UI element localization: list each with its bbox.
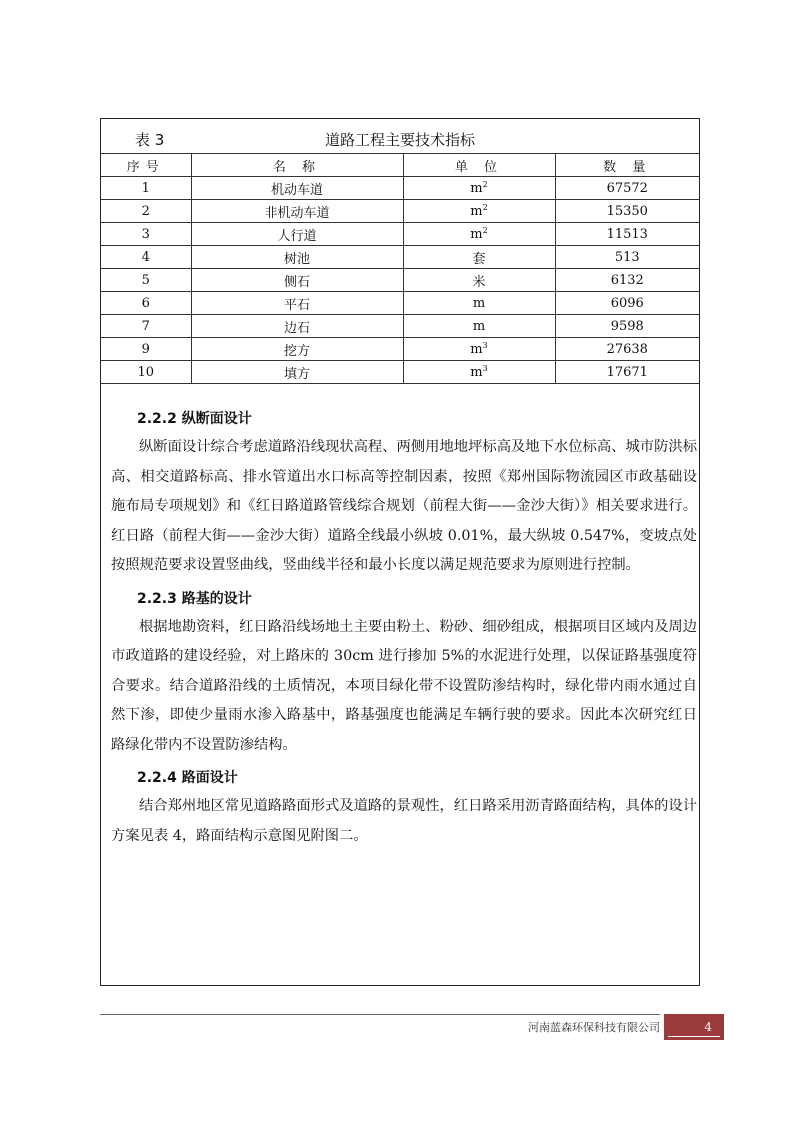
col-header-no: 序号 (101, 154, 191, 177)
cell-unit (403, 292, 555, 315)
cell-unit (403, 200, 555, 223)
cell-qty: 6096 (555, 292, 699, 315)
cell-unit (403, 246, 555, 269)
unit-base: 米 (472, 274, 486, 290)
cell-no: 1 (101, 177, 191, 200)
cell-qty: 9598 (555, 315, 699, 338)
cell-name: 树池 (191, 246, 403, 269)
col-header-unit: 单 位 (403, 154, 555, 177)
cell-qty: 27638 (555, 338, 699, 361)
table-header-row (101, 154, 699, 177)
heading-number: 2.2.2 (137, 411, 177, 427)
cell-name: 侧石 (191, 269, 403, 292)
cell-name: 人行道 (191, 223, 403, 246)
section-paragraph-2-2-2: 纵断面设计综合考虑道路沿线现状高程、两侧用地地坪标高及地下水位标高、城市防洪标高、相交道路标高、排水管道出水口标高等控制因素，按照《郑州国际物流园区市政基础设施布局专项规划》和《红日路道路管线综合规划（前程大街——金沙大街）》相关要求进行。红日路（前程大街——金沙大街）道路全线最小纵坡 0.01%，最大纵坡 0.547%，变坡点处按照规范要求设置竖曲线，竖曲线半径和最小长度以满足规范要求为原则进行控制。 (111, 439, 697, 573)
cell-no: 7 (101, 315, 191, 338)
cell-no: 3 (101, 223, 191, 246)
cell-no: 2 (101, 200, 191, 223)
section-paragraph-2-2-4: 结合郑州地区常见道路路面形式及道路的景观性，红日路采用沥青路面结构，具体的设计方案见表 4，路面结构示意图见附图二。 (111, 798, 697, 844)
unit-base: m (470, 226, 483, 242)
unit-base: m (470, 203, 483, 219)
unit-base: m (470, 180, 483, 196)
tech-index-table (101, 153, 699, 384)
unit-base: m (472, 318, 486, 334)
heading-text: 纵断面设计 (181, 411, 252, 427)
unit-exponent: 2 (482, 179, 488, 189)
section-heading-2-2-4 (137, 764, 697, 792)
table-row (101, 200, 699, 223)
cell-qty: 6132 (555, 269, 699, 292)
cell-qty: 67572 (555, 177, 699, 200)
unit-base: m (472, 295, 486, 311)
page-number-badge (664, 1014, 724, 1040)
table-caption (101, 125, 699, 153)
page-number: 4 (704, 1020, 712, 1034)
cell-no: 4 (101, 246, 191, 269)
cell-unit (403, 223, 555, 246)
cell-unit (403, 177, 555, 200)
cell-name: 非机动车道 (191, 200, 403, 223)
cell-unit (403, 269, 555, 292)
cell-name: 机动车道 (191, 177, 403, 200)
col-header-qty: 数 量 (555, 154, 699, 177)
heading-text: 路基的设计 (181, 590, 252, 607)
unit-exponent: 3 (482, 340, 488, 350)
cell-unit (403, 361, 555, 384)
cell-no: 10 (101, 361, 191, 384)
heading-number: 2.2.4 (137, 770, 177, 786)
cell-qty: 11513 (555, 223, 699, 246)
table-row (101, 361, 699, 384)
table-row (101, 269, 699, 292)
table-row (101, 246, 699, 269)
footer-rule (100, 1014, 660, 1015)
cell-no: 6 (101, 292, 191, 315)
cell-qty: 17671 (555, 361, 699, 384)
table-row (101, 223, 699, 246)
unit-base: m (470, 341, 483, 357)
unit-base: 套 (472, 251, 486, 267)
cell-name: 边石 (191, 315, 403, 338)
table-row (101, 292, 699, 315)
cell-qty: 15350 (555, 200, 699, 223)
cell-unit (403, 338, 555, 361)
cell-name: 挖方 (191, 338, 403, 361)
section-paragraph-2-2-3: 根据地勘资料，红日路沿线场地土主要由粉土、粉砂、细砂组成，根据项目区域内及周边市政道路的建设经验，对上路床的 30cm 进行掺加 5%的水泥进行处理，以保证路基强度符合要求。结合道路沿线的土质情况，本项目绿化带不设置防渗结构时，绿化带内雨水通过自然下渗，即使少量雨水渗入路基中，路基强度也能满足车辆行驶的要求。因此本次研究红日路绿化带内不设置防渗结构。 (111, 618, 697, 753)
unit-exponent: 2 (482, 202, 488, 212)
cell-no: 5 (101, 269, 191, 292)
section-heading-2-2-2 (137, 405, 697, 433)
table-body (101, 177, 699, 384)
cell-no: 9 (101, 338, 191, 361)
heading-text: 路面设计 (181, 770, 238, 786)
table-title: 道路工程主要技术指标 (324, 131, 475, 149)
table-number: 表 3 (135, 131, 165, 149)
cell-unit (403, 315, 555, 338)
cell-name: 平石 (191, 292, 403, 315)
page-number-underline (668, 1036, 720, 1037)
unit-exponent: 2 (482, 225, 488, 235)
col-header-name: 名 称 (191, 154, 403, 177)
table-row (101, 177, 699, 200)
heading-number: 2.2.3 (137, 590, 177, 607)
cell-name: 填方 (191, 361, 403, 384)
unit-exponent: 3 (482, 363, 488, 373)
table-row (101, 338, 699, 361)
cell-qty: 513 (555, 246, 699, 269)
table-row (101, 315, 699, 338)
section-heading-2-2-3 (137, 585, 697, 613)
content-frame (100, 118, 700, 986)
footer-company: 河南蓝森环保科技有限公司 (528, 1021, 660, 1034)
unit-base: m (470, 364, 483, 380)
body-text (111, 405, 697, 855)
